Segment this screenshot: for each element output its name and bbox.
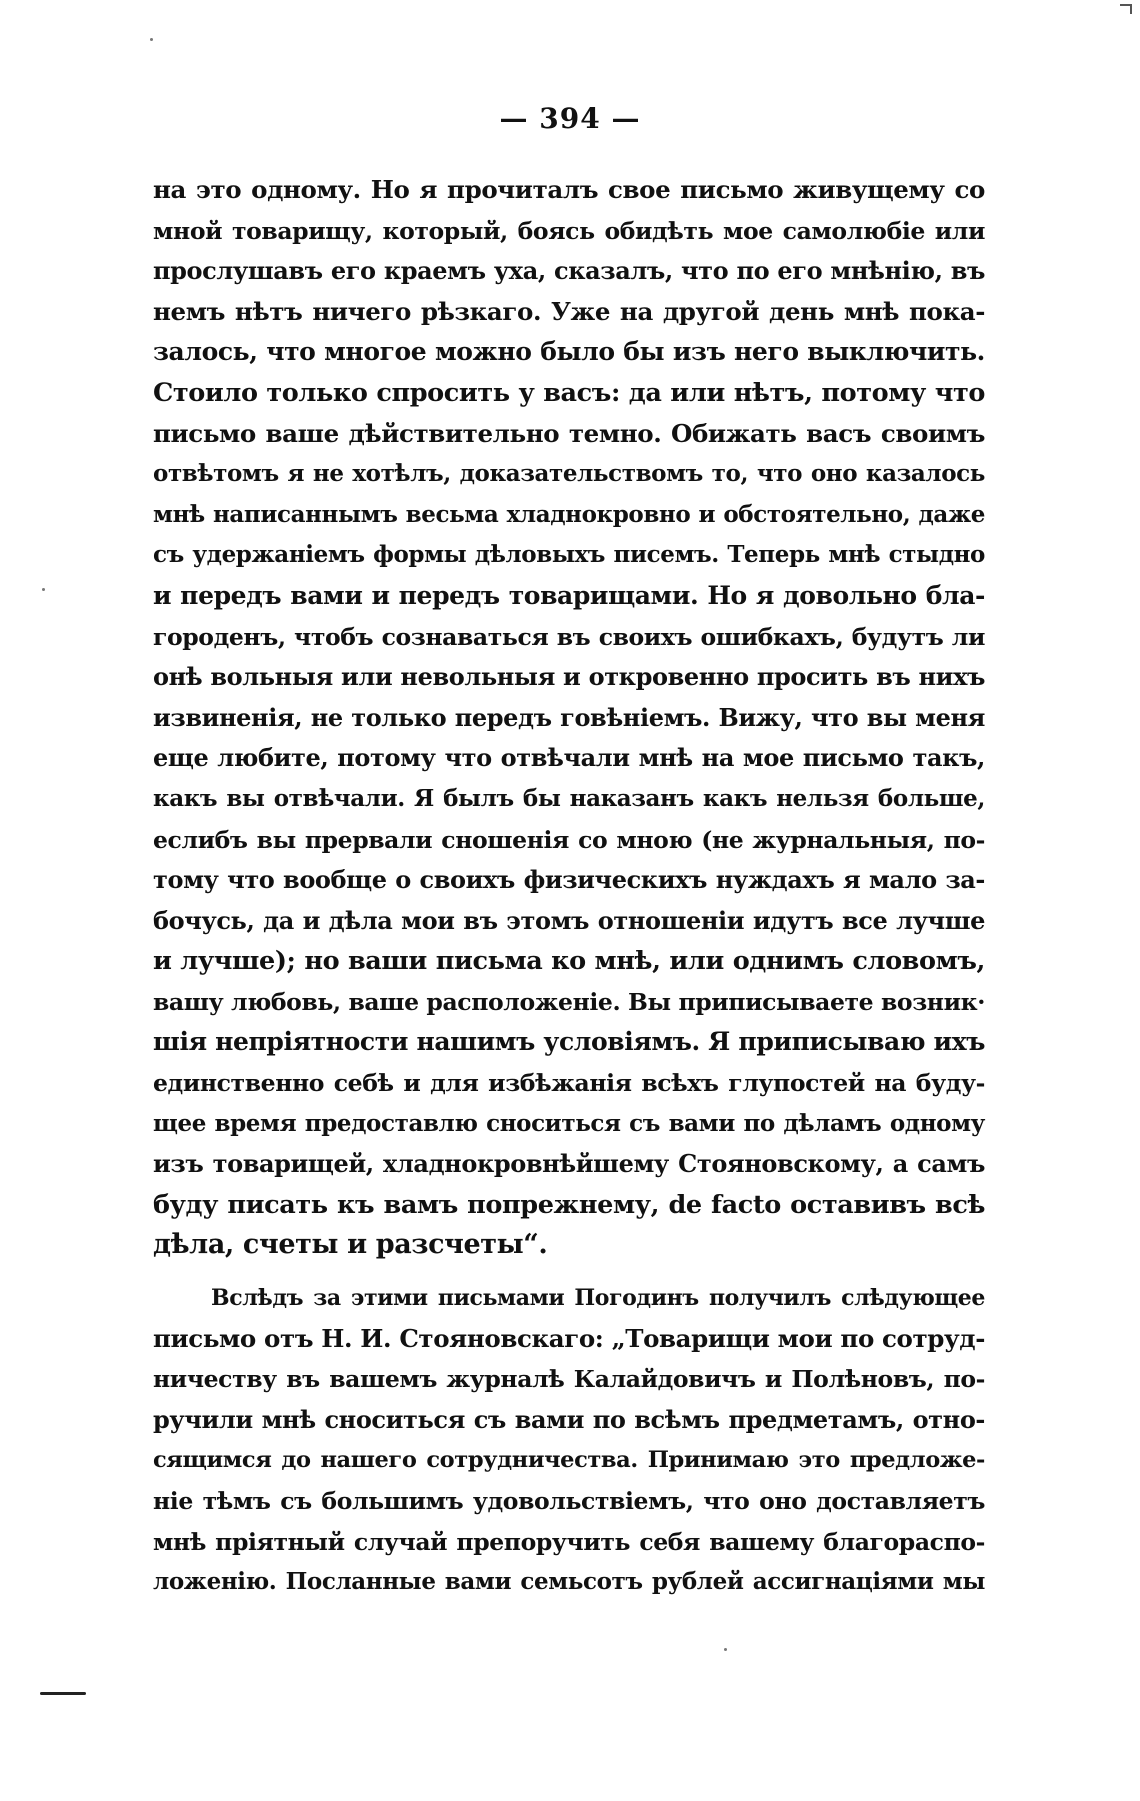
text-line: на это одному. Но я прочиталъ свое письмо живущему со <box>153 175 985 204</box>
scan-corner-mark <box>1120 4 1132 14</box>
text-line: ручили мнѣ сноситься съ вами по всѣмъ предметамъ, отно- <box>153 1404 985 1434</box>
text-line: ложенію. Посланные вами семьсотъ рублей ассигнаціями мы <box>153 1568 985 1596</box>
text-line: и лучше); но ваши письма ко мнѣ, или однимъ словомъ, <box>153 946 985 977</box>
paragraph-1 <box>153 170 985 1266</box>
text-line: письмо ваше дѣйствительно темно. Обижать васъ своимъ <box>153 418 985 448</box>
text-line: еслибъ вы прервали сношенія со мною (не журнальныя, по- <box>153 825 985 854</box>
text-line: прослушавъ его краемъ уха, сказалъ, что по его мнѣнію, въ <box>153 256 985 286</box>
text-line: залось, что многое можно было бы изъ него выключить. <box>153 337 985 367</box>
text-line: сящимся до нашего сотрудничества. Принимаю это предложе- <box>153 1447 985 1474</box>
text-line: мной товарищу, который, боясь обидѣть мое самолюбіе или <box>153 216 985 245</box>
page-number: — 394 — <box>499 102 641 135</box>
text-line: съ удержаніемъ формы дѣловыхъ писемъ. Теперь мнѣ стыдно <box>153 541 985 569</box>
text-line: буду писать къ вамъ попрежнему, de facto оставивъ всѣ <box>153 1189 985 1220</box>
text-line: ніе тѣмъ съ большимъ удовольствіемъ, что оно доставляетъ <box>153 1487 985 1515</box>
scan-speck <box>724 1648 727 1651</box>
text-line: дѣла, счеты и разсчеты“. <box>153 1229 548 1261</box>
text-line: какъ вы отвѣчали. Я былъ бы наказанъ какъ нельзя больше, <box>153 784 985 812</box>
text-line: немъ нѣтъ ничего рѣзкаго. Уже на другой день мнѣ пока- <box>153 296 985 326</box>
text-line: и передъ вами и передъ товарищами. Но я довольно бла- <box>153 580 985 610</box>
text-line: шія непріятности нашимъ условіямъ. Я приписываю ихъ <box>153 1027 985 1057</box>
text-line: ничеству въ вашемъ журналѣ Калайдовичъ и Полѣновъ, по- <box>153 1365 985 1394</box>
text-line: тому что вообще о своихъ физическихъ нуждахъ я мало за- <box>153 865 985 895</box>
text-line: мнѣ написаннымъ весьма хладнокровно и обстоятельно, даже <box>153 500 985 528</box>
text-line: отвѣтомъ я не хотѣлъ, доказательствомъ то, что оно казалось <box>153 460 985 488</box>
text-line: еще любите, потому что отвѣчали мнѣ на мое письмо такъ, <box>153 743 985 773</box>
paragraph-gap <box>153 1266 985 1278</box>
text-line: Вслѣдъ за этими письмами Погодинъ получилъ слѣдующее <box>211 1285 985 1312</box>
text-line: извиненія, не только передъ говѣніемъ. Вижу, что вы меня <box>153 702 985 732</box>
text-line: письмо отъ Н. И. Стояновскаго: „Товарищи мои по сотруд- <box>153 1323 985 1353</box>
text-line: щее время предоставлю сноситься съ вами по дѣламъ одному <box>153 1109 985 1137</box>
text-line: городенъ, чтобъ сознаваться въ своихъ ошибкахъ, будутъ ли <box>153 622 985 651</box>
paragraph-2 <box>153 1278 985 1603</box>
text-line: Стоило только спросить у васъ: да или нѣтъ, потому что <box>153 377 985 408</box>
text-line: мнѣ пріятный случай препоручить себя вашему благораспо- <box>153 1527 985 1556</box>
text-line: онѣ вольныя или невольныя и откровенно просить въ нихъ <box>153 662 985 692</box>
text-line: изъ товарищей, хладнокровнѣйшему Стояновскому, а самъ <box>153 1149 985 1179</box>
margin-mark <box>40 1692 86 1695</box>
text-line: бочусь, да и дѣла мои въ этомъ отношеніи идутъ все лучше <box>153 905 985 935</box>
body-text <box>153 170 985 1603</box>
scan-speck <box>150 38 153 41</box>
text-line: вашу любовь, ваше расположеніе. Вы приписываете возник· <box>153 987 985 1016</box>
scan-speck <box>42 588 45 591</box>
text-line: единственно себѣ и для избѣжанія всѣхъ глупостей на буду- <box>153 1069 985 1098</box>
